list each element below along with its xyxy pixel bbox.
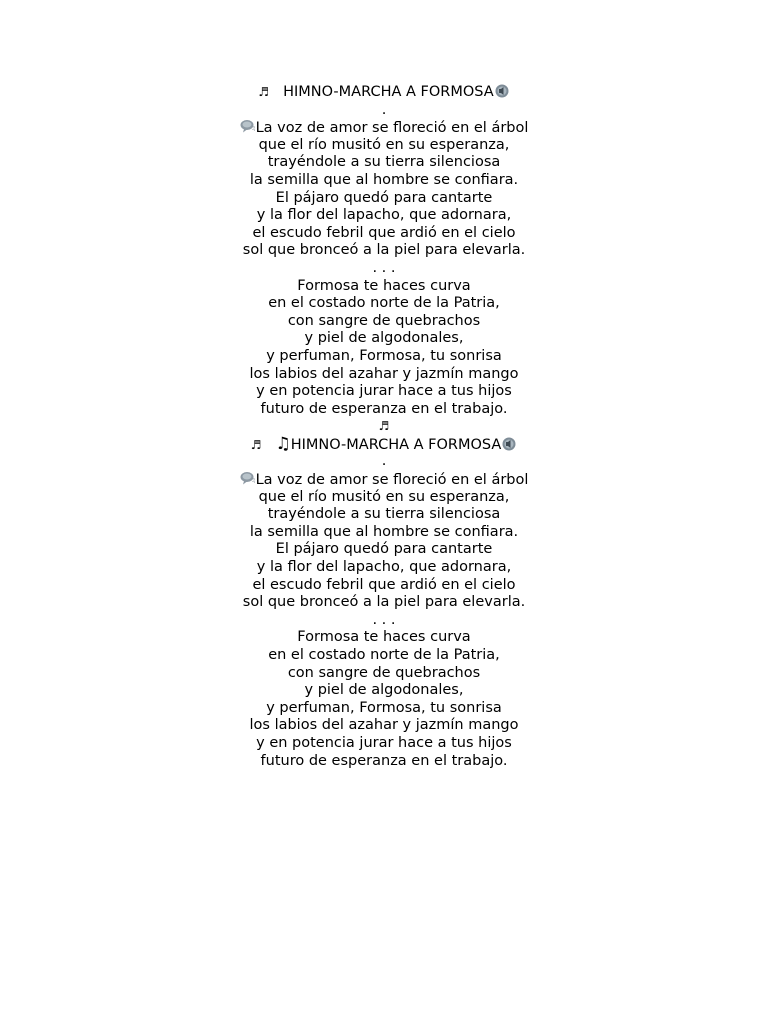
speaker-icon — [501, 437, 517, 451]
stanza-line: y en potencia jurar hace a tus hijos — [256, 734, 512, 751]
stanza-ellipsis: . . . — [372, 259, 396, 276]
stanza-line: y perfuman, Formosa, tu sonrisa — [266, 699, 502, 716]
svg-text:♫: ♫ — [251, 478, 256, 485]
document-body — [0, 84, 768, 770]
stanza-line: el escudo febril que ardió en el cielo — [252, 576, 516, 593]
stanza-line: con sangre de quebrachos — [287, 312, 481, 329]
stanza-line: en el costado norte de la Patria, — [268, 295, 500, 312]
stanza-line: la semilla que al hombre se confiara. — [249, 523, 519, 540]
stanza-line: en el costado norte de la Patria, — [268, 647, 500, 663]
stanza-line: trayéndole a su tierra silenciosa — [267, 154, 501, 171]
hymn-title-line — [0, 84, 768, 102]
stanza-line: futuro de esperanza en el trabajo. — [260, 400, 508, 417]
stanza-line: y en potencia jurar hace a tus hijos — [256, 383, 512, 400]
stanza-line: sol que bronceó a la piel para elevarla. — [242, 594, 526, 611]
hymn-section-1 — [0, 84, 768, 436]
stanza-ellipsis: . . . — [372, 611, 396, 628]
stanza-line: y piel de algodonales, — [304, 682, 464, 699]
stanza-line: El pájaro quedó para cantarte — [275, 189, 493, 206]
stanza-line: y piel de algodonales, — [304, 330, 464, 347]
stanza-line: que el río musitó en su esperanza, — [258, 488, 510, 505]
speech-bubble-icon — [240, 471, 256, 485]
stanza-line: trayéndole a su tierra silenciosa — [267, 506, 501, 523]
hymn-title: HIMNO-MARCHA A FORMOSA — [283, 84, 494, 100]
stanza-line: la semilla que al hombre se confiara. — [249, 171, 519, 188]
stanza-line: con sangre de quebrachos — [287, 664, 481, 681]
music-note-icon: ♬ — [250, 437, 262, 452]
section-dot: . — [381, 101, 387, 118]
stanza-line: que el río musitó en su esperanza, — [258, 136, 510, 153]
stanza-line: los labios del azahar y jazmín mango — [249, 365, 519, 382]
music-note-icon: ♬ — [378, 419, 390, 434]
stanza-line: sol que bronceó a la piel para elevarla. — [242, 242, 526, 259]
music-note-icon: ♬ — [258, 85, 270, 99]
stanza-line: Formosa te haces curva — [297, 629, 471, 646]
speech-bubble-icon — [240, 119, 256, 133]
stanza-line: ♫ La voz de amor se floreció en el árbol — [0, 471, 768, 489]
stanza-line: El pájaro quedó para cantarte — [275, 541, 493, 558]
speaker-icon — [494, 84, 510, 98]
hymn-title: HIMNO-MARCHA A FORMOSA — [290, 436, 502, 453]
stanza-line: y perfuman, Formosa, tu sonrisa — [266, 347, 502, 364]
hymn-section-2 — [0, 433, 768, 770]
music-note-line — [0, 418, 768, 436]
stanza-line: y la flor del lapacho, que adornara, — [256, 559, 512, 576]
section-dot: . — [381, 453, 387, 470]
stanza-line: futuro de esperanza en el trabajo. — [260, 752, 508, 769]
stanza-line: los labios del azahar y jazmín mango — [249, 717, 519, 734]
stanza-line: ♫ La voz de amor se floreció en el árbol — [0, 119, 768, 137]
stanza-line: y la flor del lapacho, que adornara, — [256, 207, 512, 224]
music-notes-icon: ♫ — [275, 433, 291, 454]
svg-text:♫: ♫ — [251, 126, 256, 133]
hymn-title-line — [0, 433, 768, 454]
stanza-line: el escudo febril que ardió en el cielo — [252, 224, 516, 241]
stanza-line: Formosa te haces curva — [297, 277, 471, 294]
